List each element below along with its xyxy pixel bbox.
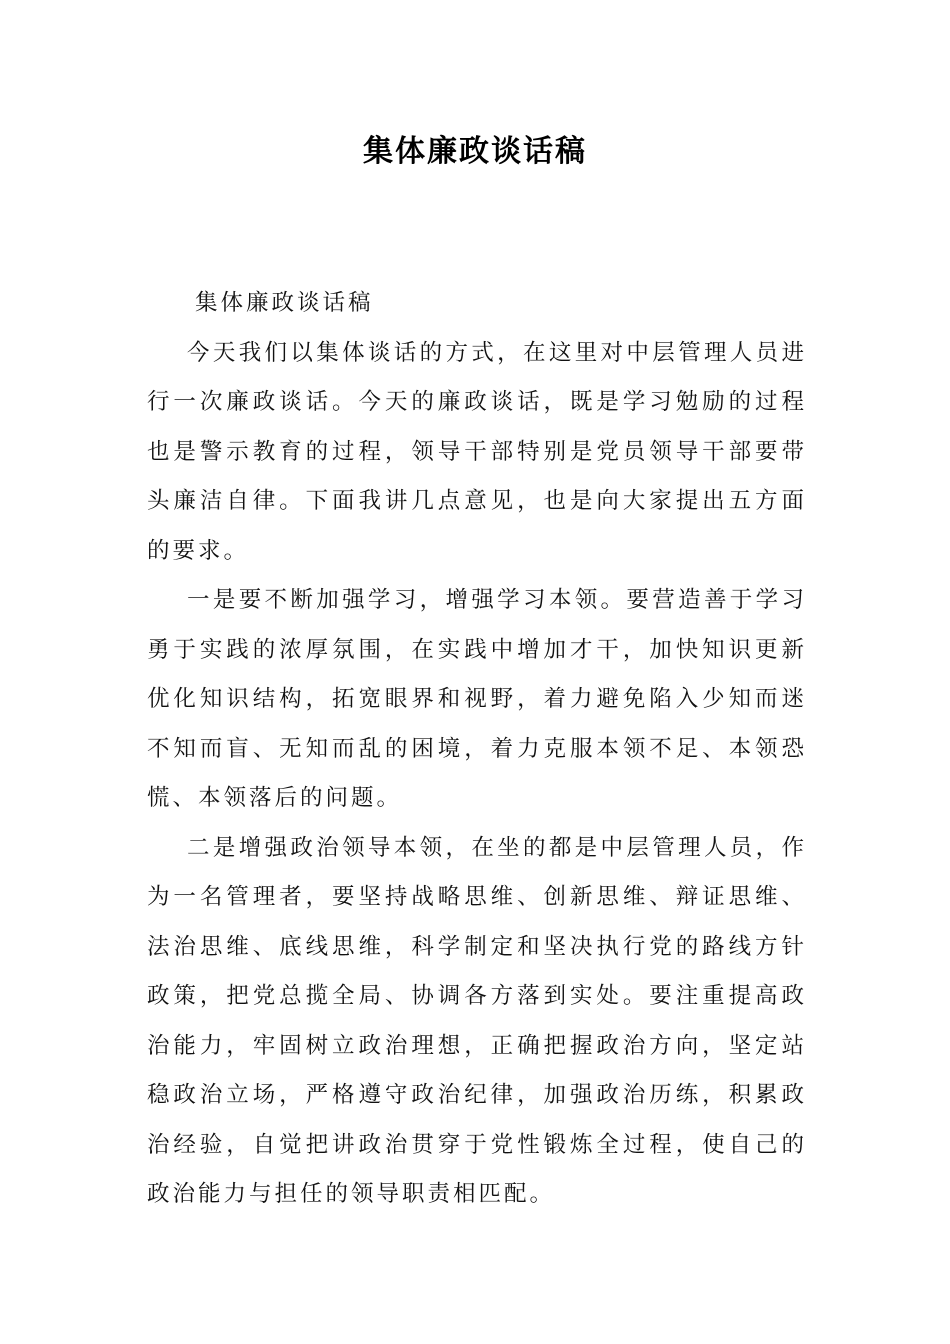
document-body (147, 279, 807, 1220)
document-title: 集体廉政谈话稿 (363, 134, 587, 169)
paragraph-point-two: 二是增强政治领导本领，在坐的都是中层管理人员，作为一名管理者，要坚持战略思维、创新思维、辩证思维、法治思维、底线思维，科学制定和坚决执行党的路线方针政策，把党总揽全局、协调各方落到实处。要注重提高政治能力，牢固树立政治理想，正确把握政治方向，坚定站稳政治立场，严格遵守政治纪律，加强政治历练，积累政治经验，自觉把讲政治贯穿于党性锻炼全过程，使自己的政治能力与担任的领导职责相匹配。 (147, 834, 807, 1207)
paragraph-intro: 今天我们以集体谈话的方式，在这里对中层管理人员进行一次廉政谈话。今天的廉政谈话，既是学习勉励的过程也是警示教育的过程，领导干部特别是党员领导干部要带头廉洁自律。下面我讲几点意见，也是向大家提出五方面的要求。 (147, 339, 807, 564)
document-subtitle: 集体廉政谈话稿 (195, 290, 374, 316)
paragraph-point-one: 一是要不断加强学习，增强学习本领。要营造善于学习勇于实践的浓厚氛围，在实践中增加才干，加快知识更新优化知识结构，拓宽眼界和视野，着力避免陷入少知而迷不知而盲、无知而乱的困境，着力克服本领不足、本领恐慌、本领落后的问题。 (147, 587, 807, 811)
